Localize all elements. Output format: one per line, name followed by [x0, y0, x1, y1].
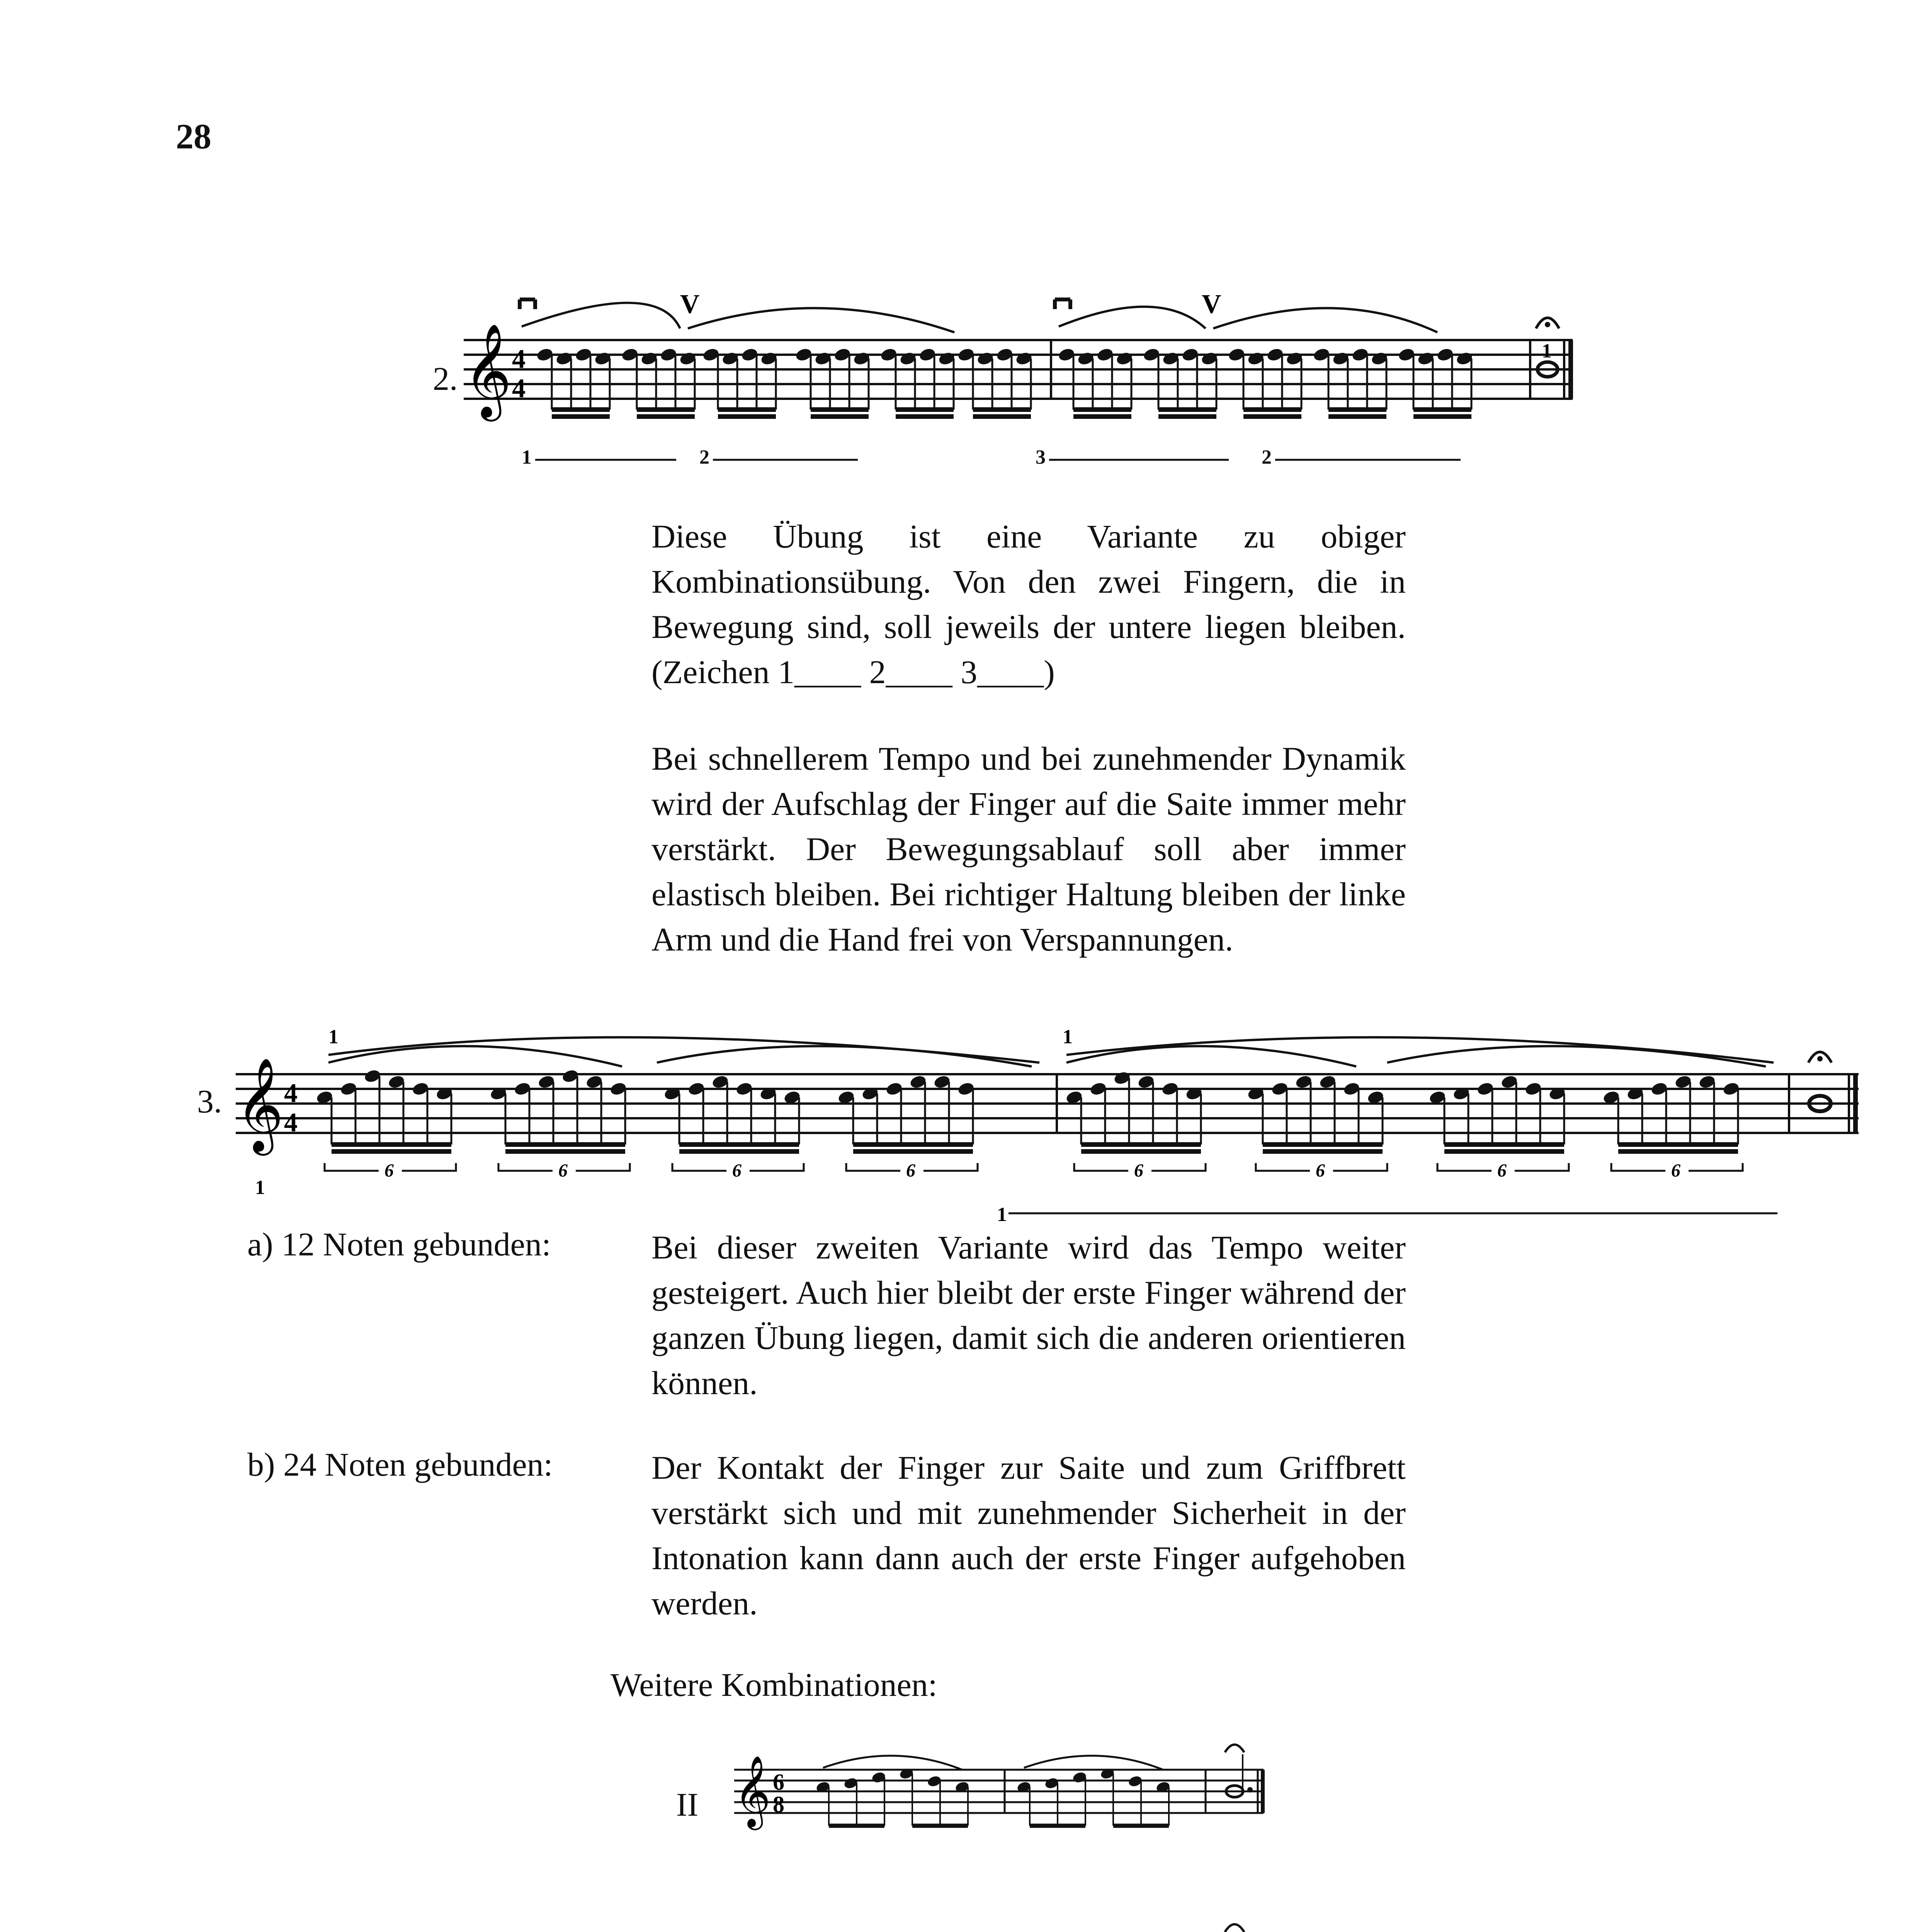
svg-text:1: 1 [328, 1026, 338, 1048]
treble-clef-icon: 𝄞 [236, 1060, 284, 1150]
combination-label-2: II [676, 1786, 699, 1823]
up-bow-icon: V [680, 289, 700, 319]
combination-staff-3 [734, 1926, 1283, 1932]
label-24-noten: b) 24 Noten gebunden: [247, 1446, 553, 1483]
time-sig-bottom: 4 [512, 374, 526, 403]
time-sig-bottom: 4 [284, 1108, 298, 1138]
exercise-3-notes [315, 1068, 1740, 1151]
paragraph-tempo: Bei schnellerem Tempo und bei zunehmender Dynamik wird der Aufschlag der Finger auf die Saite immer mehr verstärkt. Der Bewegungsablauf soll aber immer elastisch bleiben. Bei richtiger Haltung bleiben der linke Arm und die Hand frei von Verspannungen. [651, 740, 1406, 958]
paragraph-24-noten: Der Kontakt der Finger zur Saite und zum Griffbrett verstärkt sich und mit zunehmender Sicherheit in der Intonation kann dann auch der erste Finger aufgehoben werden. [651, 1449, 1406, 1622]
paragraph-variant: Diese Übung ist eine Variante zu obiger Kombinationsübung. Von den zwei Fingern, die in Bewegung sind, soll jeweils der untere liegen bleiben. (Zeichen 1____ 2____ 3____) [651, 518, 1406, 690]
exercise-3-number: 3. [197, 1083, 222, 1120]
svg-text:1: 1 [1063, 1026, 1073, 1048]
svg-text:1: 1 [522, 446, 532, 468]
svg-text:1: 1 [255, 1177, 265, 1199]
svg-text:2: 2 [699, 446, 709, 468]
down-bow-icon [520, 299, 535, 309]
time-sig-top: 4 [284, 1078, 298, 1108]
exercise-2-staff [464, 270, 1584, 487]
svg-text:2: 2 [1262, 446, 1272, 468]
slurs [328, 1037, 1774, 1066]
page-number: 28 [176, 117, 211, 156]
svg-text:6: 6 [773, 1769, 784, 1795]
svg-text:8: 8 [773, 1792, 784, 1817]
svg-text:1: 1 [997, 1204, 1007, 1226]
tuplet-number: 6 [1671, 1160, 1680, 1181]
tuplet-number: 6 [384, 1160, 394, 1181]
treble-clef-icon: 𝄞 [464, 326, 512, 416]
staff-lines [464, 340, 1573, 399]
fermata-icon [1225, 1745, 1244, 1752]
tuplet-number: 6 [906, 1160, 915, 1181]
svg-text:1: 1 [1542, 340, 1552, 362]
exercise-2-number: 2. [433, 360, 458, 397]
time-sig-top: 4 [512, 344, 526, 374]
paragraph-12-noten: Bei dieser zweiten Variante wird das Tempo weiter gesteigert. Auch hier bleibt der erste Finger während der ganzen Übung liegen, damit sich die anderen orientieren können. [651, 1229, 1406, 1401]
tuplet-number: 6 [1316, 1160, 1325, 1181]
tuplet-number: 6 [558, 1160, 568, 1181]
fingering-below [522, 446, 1272, 468]
tuplet-number: 6 [1134, 1160, 1143, 1181]
exercise-3-staff [236, 1005, 1866, 1226]
down-bow-icon-2 [1055, 299, 1070, 309]
up-bow-icon-2: V [1202, 289, 1221, 319]
staff-lines [236, 1074, 1859, 1133]
treble-clef-icon: 𝄞 [734, 1757, 771, 1826]
exercise-2-notes [536, 347, 1473, 417]
tuplet-number: 6 [1497, 1160, 1507, 1181]
svg-text:3: 3 [1036, 446, 1046, 468]
combinations-heading: Weitere Kombinationen: [611, 1666, 937, 1703]
tuplet-number: 6 [732, 1160, 742, 1181]
combination-staff-2 [734, 1747, 1283, 1878]
label-12-noten: a) 12 Noten gebunden: [247, 1226, 551, 1263]
slurs [522, 303, 1437, 332]
tuplet-brackets [325, 1160, 1743, 1181]
fermata-icon [1225, 1924, 1244, 1932]
